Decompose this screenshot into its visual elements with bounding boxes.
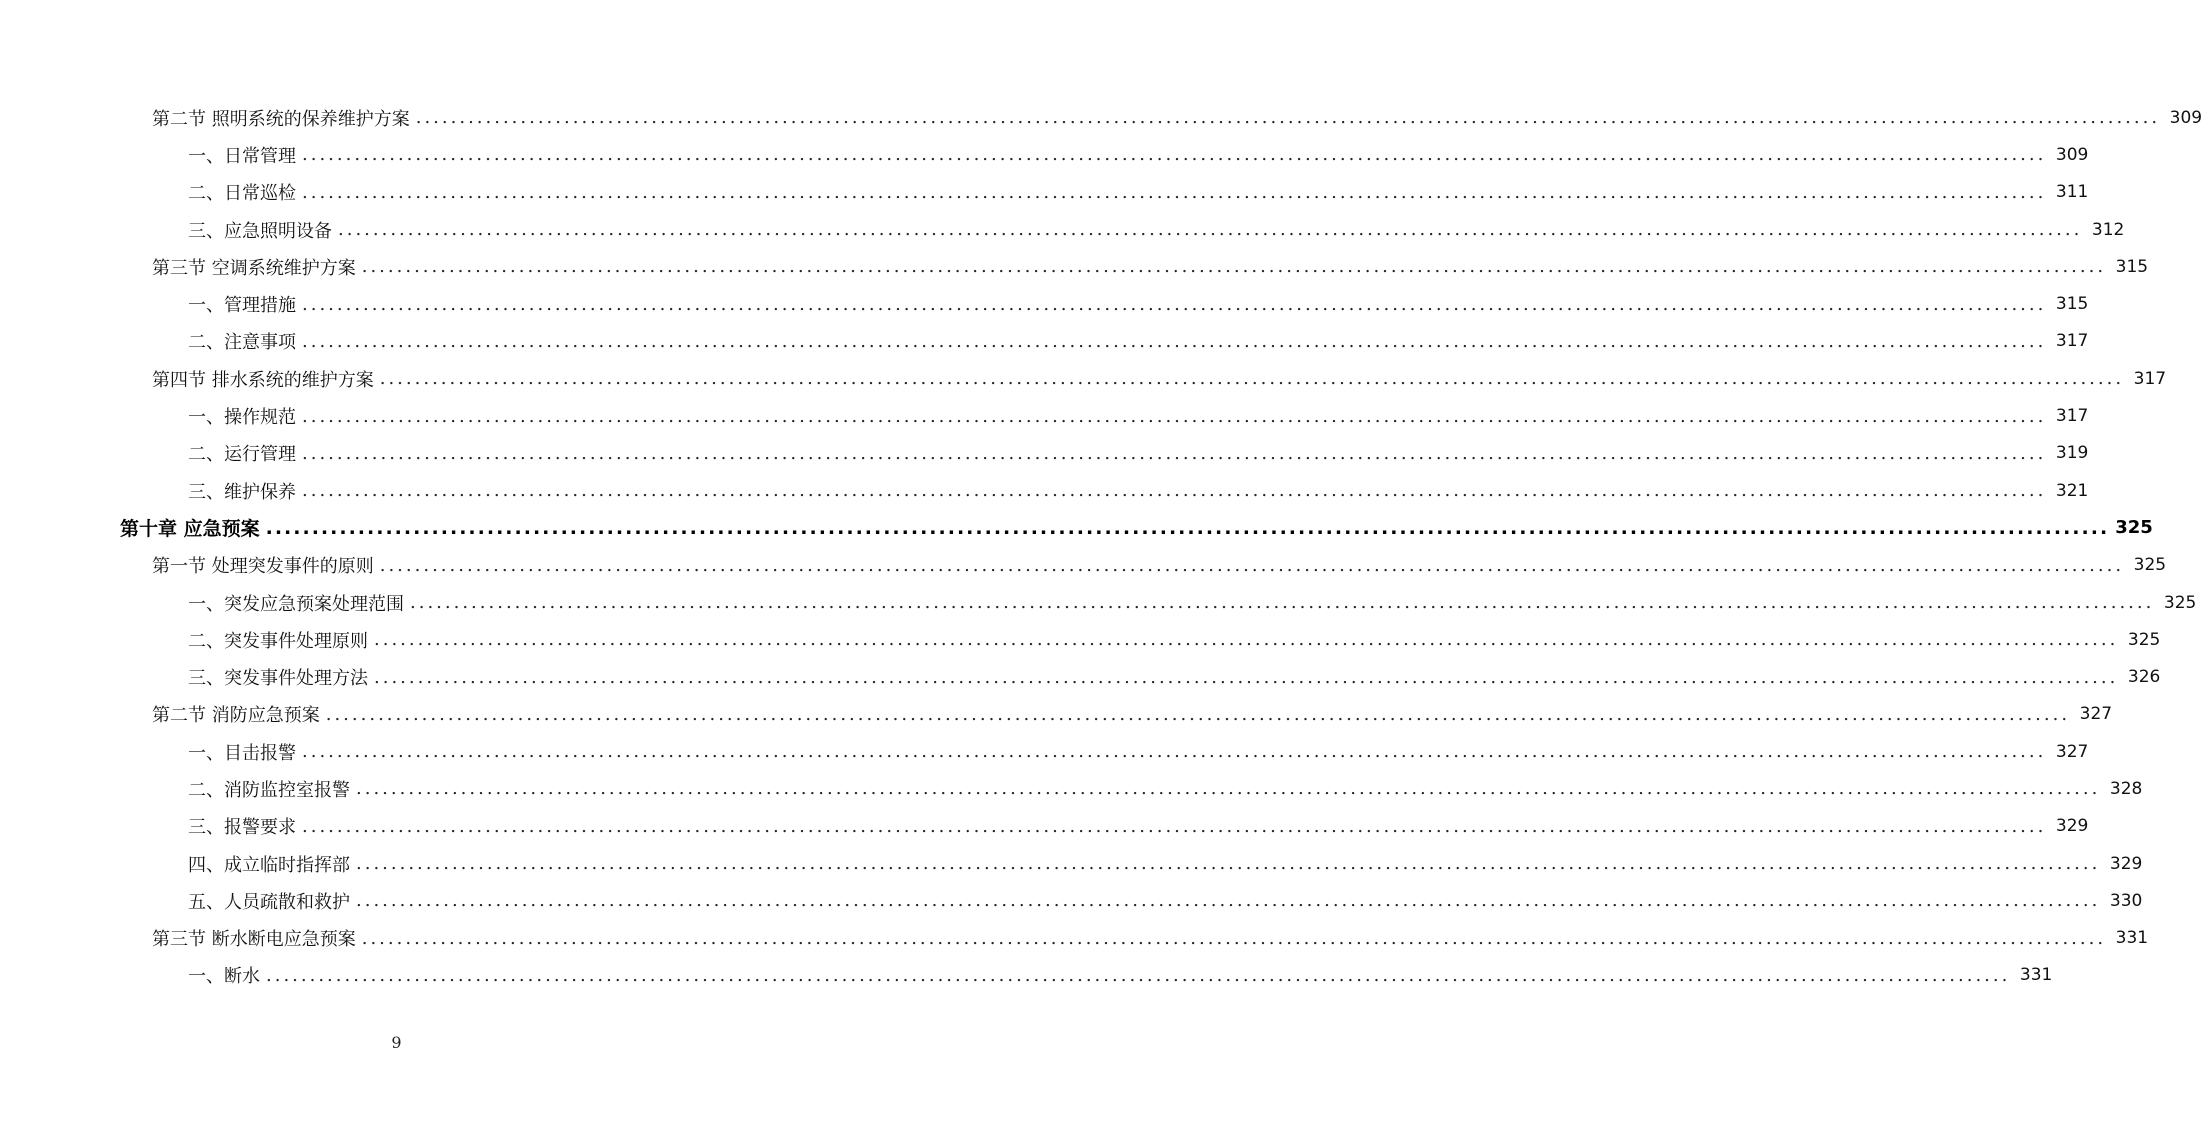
toc-entry-item[interactable] xyxy=(0,435,2089,472)
toc-entry-title: 一、断水 xyxy=(188,966,260,988)
dot-leader: ........................................................................................................................................................................................................ xyxy=(302,293,2047,315)
toc-entry-item[interactable] xyxy=(0,584,2197,621)
toc-entry-item[interactable] xyxy=(0,136,2089,173)
toc-entry-page: 309 xyxy=(2055,144,2089,165)
dot-leader: ........................................................................................................................................................................................................ xyxy=(361,256,2107,278)
toc-entry-title: 一、目击报警 xyxy=(188,742,296,764)
dot-leader: ........................................................................................................................................................................................................ xyxy=(302,144,2047,166)
toc-entry-item[interactable] xyxy=(0,733,2089,770)
toc-entry-title: 三、应急照明设备 xyxy=(188,220,332,242)
toc-entry-item[interactable] xyxy=(0,808,2089,845)
toc-entry-title: 一、突发应急预案处理范围 xyxy=(188,593,404,615)
toc-entry-page: 317 xyxy=(2055,331,2089,352)
toc-entry-page: 317 xyxy=(2055,406,2089,427)
page-number: 9 xyxy=(391,1033,402,1052)
toc-entry-title: 第十章 应急预案 xyxy=(120,518,260,541)
toc-entry-page: 328 xyxy=(2109,778,2143,799)
toc-entry-page: 325 xyxy=(2133,555,2167,576)
toc-entry-title: 一、操作规范 xyxy=(188,407,296,429)
dot-leader: ........................................................................................................................................................................................................ xyxy=(356,778,2101,800)
dot-leader: ........................................................................................................................................................................................................ xyxy=(302,480,2047,502)
toc-entry-title: 二、消防监控室报警 xyxy=(188,779,350,801)
toc-entry-section[interactable] xyxy=(0,920,2149,957)
toc-entry-title: 一、管理措施 xyxy=(188,295,296,317)
toc-entry-title: 三、维护保养 xyxy=(188,481,296,503)
toc-entry-page: 325 xyxy=(2127,629,2161,650)
toc-entry-item[interactable] xyxy=(0,957,2053,994)
toc-entry-item[interactable] xyxy=(0,211,2125,248)
dot-leader: ........................................................................................................................................................................................................ xyxy=(265,516,2110,539)
toc-entry-page: 331 xyxy=(2115,928,2149,949)
toc-entry-title: 二、突发事件处理原则 xyxy=(188,630,368,652)
toc-entry-page: 331 xyxy=(2019,965,2053,986)
toc-entry-section[interactable] xyxy=(0,248,2149,285)
toc-entry-page: 329 xyxy=(2055,816,2089,837)
dot-leader: ........................................................................................................................................................................................................ xyxy=(266,964,2011,986)
toc-entry-title: 五、人员疏散和救护 xyxy=(188,891,350,913)
toc-entry-page: 330 xyxy=(2109,890,2143,911)
toc-entry-section[interactable] xyxy=(0,99,2202,136)
dot-leader: ........................................................................................................................................................................................................ xyxy=(374,629,2119,651)
dot-leader: ........................................................................................................................................................................................................ xyxy=(356,890,2101,912)
dot-leader: ........................................................................................................................................................................................................ xyxy=(302,815,2047,837)
toc-entry-title: 第二节 照明系统的保养维护方案 xyxy=(152,108,410,130)
table-of-contents xyxy=(0,99,2202,994)
toc-entry-page: 321 xyxy=(2055,480,2089,501)
dot-leader: ........................................................................................................................................................................................................ xyxy=(361,927,2107,949)
dot-leader: ........................................................................................................................................................................................................ xyxy=(356,853,2101,875)
toc-entry-title: 二、日常巡检 xyxy=(188,183,296,205)
dot-leader: ........................................................................................................................................................................................................ xyxy=(374,666,2119,688)
toc-entry-title: 第二节 消防应急预案 xyxy=(152,705,320,727)
dot-leader: ........................................................................................................................................................................................................ xyxy=(325,703,2071,725)
toc-entry-page: 326 xyxy=(2127,667,2161,688)
toc-entry-title: 三、突发事件处理方法 xyxy=(188,668,368,690)
dot-leader: ........................................................................................................................................................................................................ xyxy=(302,330,2047,352)
toc-entry-item[interactable] xyxy=(0,397,2089,434)
toc-entry-title: 第三节 空调系统维护方案 xyxy=(152,257,356,279)
toc-entry-page: 325 xyxy=(2163,592,2197,613)
toc-entry-title: 一、日常管理 xyxy=(188,145,296,167)
toc-entry-title: 二、运行管理 xyxy=(188,444,296,466)
toc-entry-page: 319 xyxy=(2055,443,2089,464)
toc-entry-title: 二、注意事项 xyxy=(188,332,296,354)
toc-entry-item[interactable] xyxy=(0,658,2161,695)
toc-entry-page: 327 xyxy=(2055,741,2089,762)
toc-entry-item[interactable] xyxy=(0,472,2089,509)
dot-leader: ........................................................................................................................................................................................................ xyxy=(302,405,2047,427)
toc-entry-title: 第一节 处理突发事件的原则 xyxy=(152,556,374,578)
toc-entry-page: 329 xyxy=(2109,853,2143,874)
toc-entry-item[interactable] xyxy=(0,882,2143,919)
toc-entry-page: 315 xyxy=(2115,256,2149,277)
dot-leader: ........................................................................................................................................................................................................ xyxy=(338,219,2083,241)
toc-entry-item[interactable] xyxy=(0,621,2161,658)
toc-entry-item[interactable] xyxy=(0,845,2143,882)
dot-leader: ........................................................................................................................................................................................................ xyxy=(415,107,2161,129)
toc-entry-item[interactable] xyxy=(0,174,2089,211)
toc-entry-page: 315 xyxy=(2055,294,2089,315)
toc-entry-item[interactable] xyxy=(0,770,2143,807)
dot-leader: ........................................................................................................................................................................................................ xyxy=(410,592,2155,613)
toc-entry-page: 309 xyxy=(2169,107,2202,128)
toc-entry-title: 第三节 断水断电应急预案 xyxy=(152,929,356,951)
dot-leader: ........................................................................................................................................................................................................ xyxy=(302,181,2047,203)
toc-entry-title: 第四节 排水系统的维护方案 xyxy=(152,369,374,391)
dot-leader: ........................................................................................................................................................................................................ xyxy=(379,368,2125,390)
dot-leader: ........................................................................................................................................................................................................ xyxy=(302,741,2047,763)
dot-leader: ........................................................................................................................................................................................................ xyxy=(379,554,2125,576)
toc-entry-section[interactable] xyxy=(0,547,2167,584)
toc-entry-item[interactable] xyxy=(0,323,2089,360)
toc-entry-page: 312 xyxy=(2091,219,2125,240)
toc-entry-page: 317 xyxy=(2133,368,2167,389)
toc-entry-page: 327 xyxy=(2079,704,2113,725)
toc-entry-item[interactable] xyxy=(0,285,2089,322)
toc-entry-title: 四、成立临时指挥部 xyxy=(188,854,350,876)
toc-entry-title: 三、报警要求 xyxy=(188,817,296,839)
toc-entry-chapter[interactable] xyxy=(0,509,2153,546)
toc-entry-page: 311 xyxy=(2055,182,2089,203)
toc-entry-section[interactable] xyxy=(0,696,2113,733)
dot-leader: ........................................................................................................................................................................................................ xyxy=(302,442,2047,464)
toc-entry-page: 325 xyxy=(2115,517,2153,539)
toc-entry-section[interactable] xyxy=(0,360,2167,397)
